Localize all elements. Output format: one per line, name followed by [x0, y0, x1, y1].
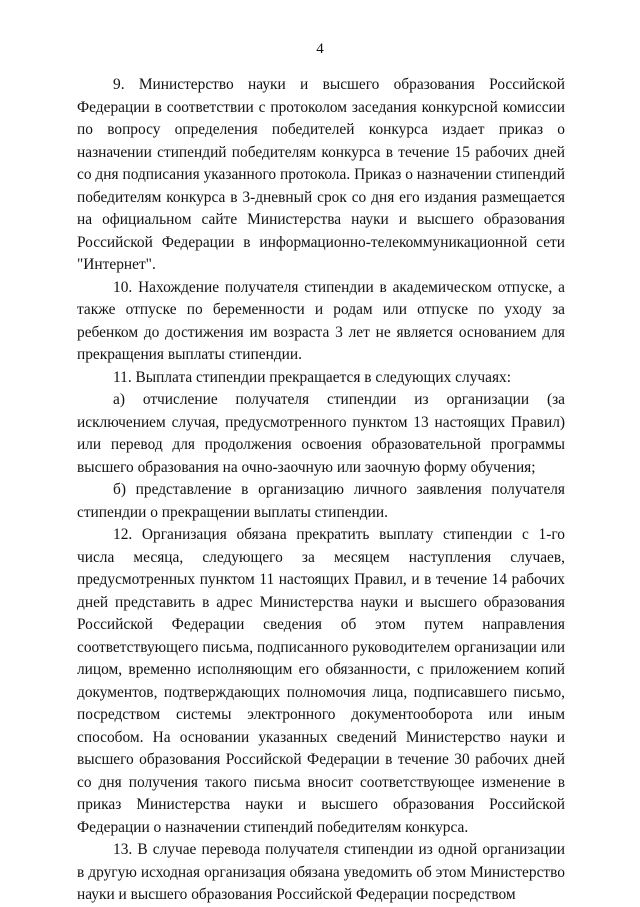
paragraph-clause-9: 9. Министерство науки и высшего образования Российской Федерации в соответствии с протоколом заседания конкурсной комиссии по вопросу определения победителей конкурса издает приказ о назначении стипендий победителям конкурса в течение 15 рабочих дней со дня подписания указанного протокола. Приказ о назначении стипендий победителям конкурса в 3-дневный срок со дня его издания размещается на официальном сайте Министерства науки и высшего образования Российской Федерации в информационно-телекоммуникационной сети "Интернет".	[77, 76, 565, 273]
paragraph-clause-11: 11. Выплата стипендии прекращается в следующих случаях:	[113, 368, 511, 386]
document-body	[77, 74, 565, 907]
paragraph-clause-13: 13. В случае перевода получателя стипендии из одной организации в другую исходная организация обязана уведомить об этом Министерство науки и высшего образования Российской Федерации посредством	[77, 841, 565, 903]
page-number: 4	[316, 41, 324, 57]
paragraph-clause-10: 10. Нахождение получателя стипендии в академическом отпуске, а также отпуске по беременности и родам или отпуске по уходу за ребенком до достижения им возраста 3 лет не является основанием для прекращения выплаты стипендии.	[77, 278, 565, 363]
paragraph-clause-11-a: а) отчисление получателя стипендии из организации (за исключением случая, предусмотренного пунктом 13 настоящих Правил) или перевод для продолжения освоения образовательной программы высшего образования на очно-заочную или заочную форму обучения;	[77, 391, 565, 476]
paragraph-clause-12: 12. Организация обязана прекратить выплату стипендии с 1-го числа месяца, следующего за месяцем наступления случаев, предусмотренных пунктом 11 настоящих Правил, и в течение 14 рабочих дней представить в адрес Министерства науки и высшего образования Российской Федерации сведения об этом путем направления соответствующего письма, подписанного руководителем организации или лицом, временно исполняющим его обязанности, с приложением копий документов, подтверждающих полномочия лица, подписавшего письмо, посредством системы электронного документооборота или иным способом. На основании указанных сведений Министерство науки и высшего образования Российской Федерации в течение 30 рабочих дней со дня получения такого письма вносит соответствующее изменение в приказ Министерства науки и высшего образования Российской Федерации о назначении стипендий победителям конкурса.	[77, 526, 565, 836]
paragraph-clause-11-b: б) представление в организацию личного заявления получателя стипендии о прекращении выплаты стипендии.	[77, 481, 565, 521]
